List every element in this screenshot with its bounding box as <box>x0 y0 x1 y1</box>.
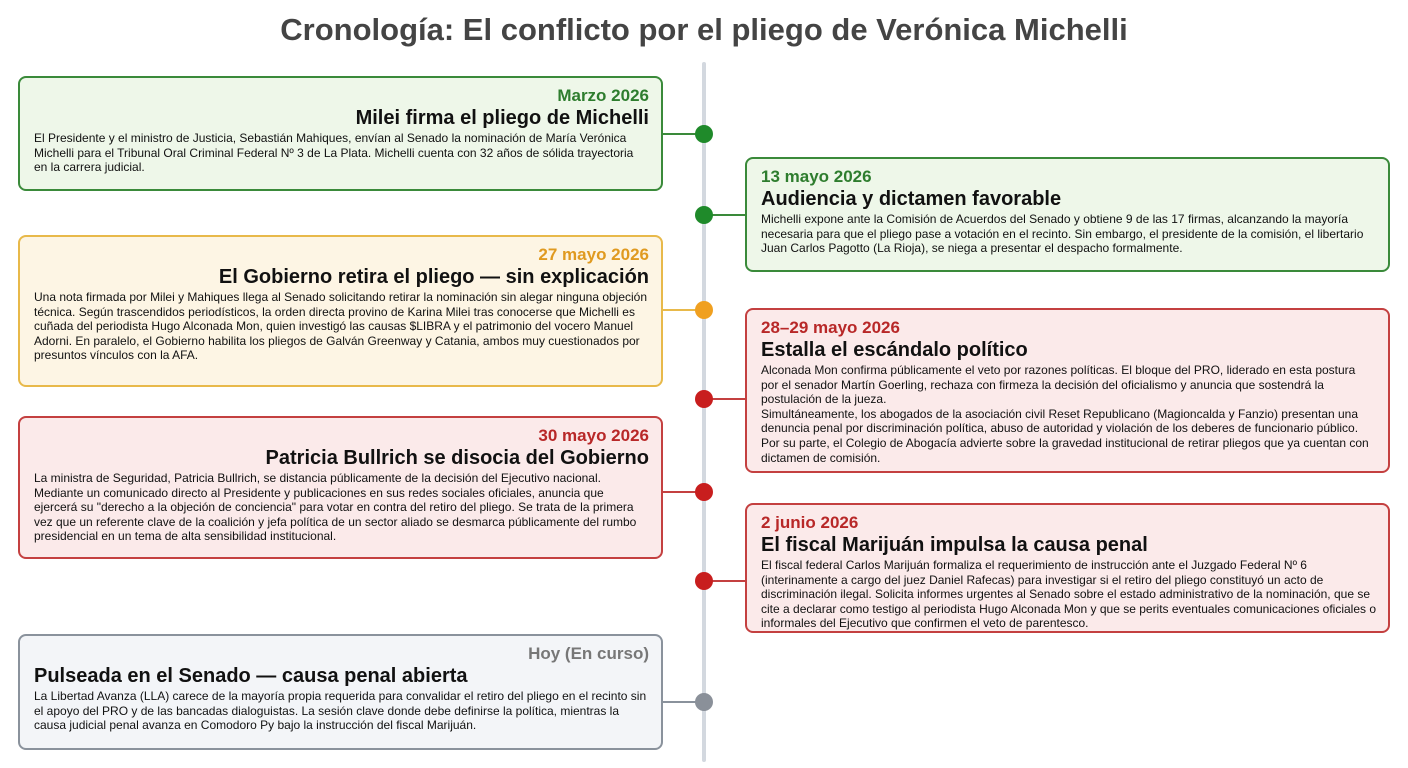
timeline-dot-green <box>695 206 713 224</box>
event-date: 13 mayo 2026 <box>761 167 872 186</box>
event-date: Marzo 2026 <box>557 86 649 105</box>
event-connector <box>663 491 697 493</box>
timeline-dot-green <box>695 125 713 143</box>
event-connector <box>663 701 697 703</box>
event-card-30-mayo-2026 <box>18 416 663 559</box>
event-card-27-mayo-2026 <box>18 235 663 387</box>
event-date: 30 mayo 2026 <box>538 426 649 445</box>
event-card-marzo-2026 <box>18 76 663 191</box>
event-date: 28–29 mayo 2026 <box>761 318 900 337</box>
event-date: Hoy (En curso) <box>528 644 649 663</box>
timeline-dot-orange <box>695 301 713 319</box>
timeline-dot-red <box>695 483 713 501</box>
event-card-hoy <box>18 634 663 750</box>
page-title: Cronología: El conflicto por el pliego de Verónica Michelli <box>280 12 1128 47</box>
event-heading: Audiencia y dictamen favorable <box>761 188 1062 210</box>
event-heading: Milei firma el pliego de Michelli <box>355 107 649 129</box>
event-body: El fiscal federal Carlos Marijuán formaliza el requerimiento de instrucción ante el Juzgado Federal Nº 6 (interinamente a cargo del juez Daniel Rafecas) para investigar si el retiro del pliego constituyó un acto de discriminación ilegal. Solicita informes urgentes al Senado sobre el estado administrativo de la nominación, que se cite a declarar como testigo al periodista Hugo Alconada Mon y que se perits eventuales comunicaciones oficiales o informales del Ejecutivo que confirmen el veto de parentesco. <box>761 558 1377 631</box>
event-connector <box>711 398 745 400</box>
event-body: La ministra de Seguridad, Patricia Bullrich, se distancia públicamente de la decisión del Ejecutivo nacional. Mediante un comunicado directo al Presidente y publicaciones en sus redes sociales oficiales, anuncia que ejercerá su "derecho a la objeción de conciencia" para votar en contra del retiro del pliego. Se trata de la primera vez que un referente clave de la coalición y jefa política de un sector aliado se desmarca públicamente del rumbo presidencial en un tema de alta sensibilidad institucional. <box>34 471 637 544</box>
event-card-28-29-mayo-2026 <box>745 308 1390 473</box>
event-connector <box>711 580 745 582</box>
event-connector <box>711 214 745 216</box>
event-card-13-mayo-2026 <box>745 157 1390 272</box>
event-heading: El fiscal Marijuán impulsa la causa penal <box>761 534 1148 556</box>
timeline-dot-grey <box>695 693 713 711</box>
event-body: La Libertad Avanza (LLA) carece de la mayoría propia requerida para convalidar el retiro del pliego en el recinto sin el apoyo del PRO y de las bancadas dialoguistas. La sesión clave donde debe definirse la política, mientras la causa judicial penal avanza en Comodoro Py bajo la instrucción del fiscal Marijuán. <box>34 689 647 733</box>
event-body: Una nota firmada por Milei y Mahiques llega al Senado solicitando retirar la nominación sin alegar ninguna objeción técnica. Según trascendidos periodísticos, la orden directa provino de Karina Milei tras conocerse que Michelli es cuñada del periodista Hugo Alconada Mon, quien investigó las causas $LIBRA y el patrimonio del vocero Manuel Adorni. En paralelo, el Gobierno habilita los pliegos de Galván Greenway y Catania, ambos muy cuestionados por presuntos vínculos con la AFA. <box>34 290 648 363</box>
event-heading: Estalla el escándalo político <box>761 339 1028 361</box>
timeline-dot-red <box>695 390 713 408</box>
event-date: 2 junio 2026 <box>761 513 859 532</box>
timeline-axis <box>702 62 706 762</box>
timeline-dot-red <box>695 572 713 590</box>
event-body: El Presidente y el ministro de Justicia, Sebastián Mahiques, envían al Senado la nominación de María Verónica Michelli para el Tribunal Oral Criminal Federal Nº 3 de La Plata. Michelli cuenta con 32 años de sólida trayectoria en la carrera judicial. <box>34 131 634 175</box>
event-body-continued: Simultáneamente, los abogados de la asociación civil Reset Republicano (Magioncalda y Fanzio) presentan una denuncia penal por discriminación política, abuso de autoridad y violación de los deberes de funcionario público. Por su parte, el Colegio de Abogacía advierte sobre la gravedad institucional de retirar pliegos que ya cuentan con dictamen de comisión. <box>761 406 1369 465</box>
event-date: 27 mayo 2026 <box>538 245 649 264</box>
event-body: Alconada Mon confirma públicamente el veto por razones políticas. El bloque del PRO, liderado en esta postura por el senador Martín Goerling, rechaza con firmeza la decisión del oficialismo y anuncia que sostendrá la postulación de la jueza. <box>761 363 1356 407</box>
event-card-2-junio-2026 <box>745 503 1390 633</box>
event-heading: Patricia Bullrich se disocia del Gobierno <box>265 447 649 469</box>
event-connector <box>663 133 697 135</box>
event-connector <box>663 309 697 311</box>
event-body: Michelli expone ante la Comisión de Acuerdos del Senado y obtiene 9 de las 17 firmas, alcanzando la mayoría necesaria para que el pliego pase a votación en el recinto. Sin embargo, el presidente de la comisión, el libertario Juan Carlos Pagotto (La Rioja), se niega a presentar el despacho formalmente. <box>761 212 1364 256</box>
event-heading: El Gobierno retira el pliego — sin explicación <box>218 266 649 288</box>
event-heading: Pulseada en el Senado — causa penal abierta <box>34 665 468 687</box>
